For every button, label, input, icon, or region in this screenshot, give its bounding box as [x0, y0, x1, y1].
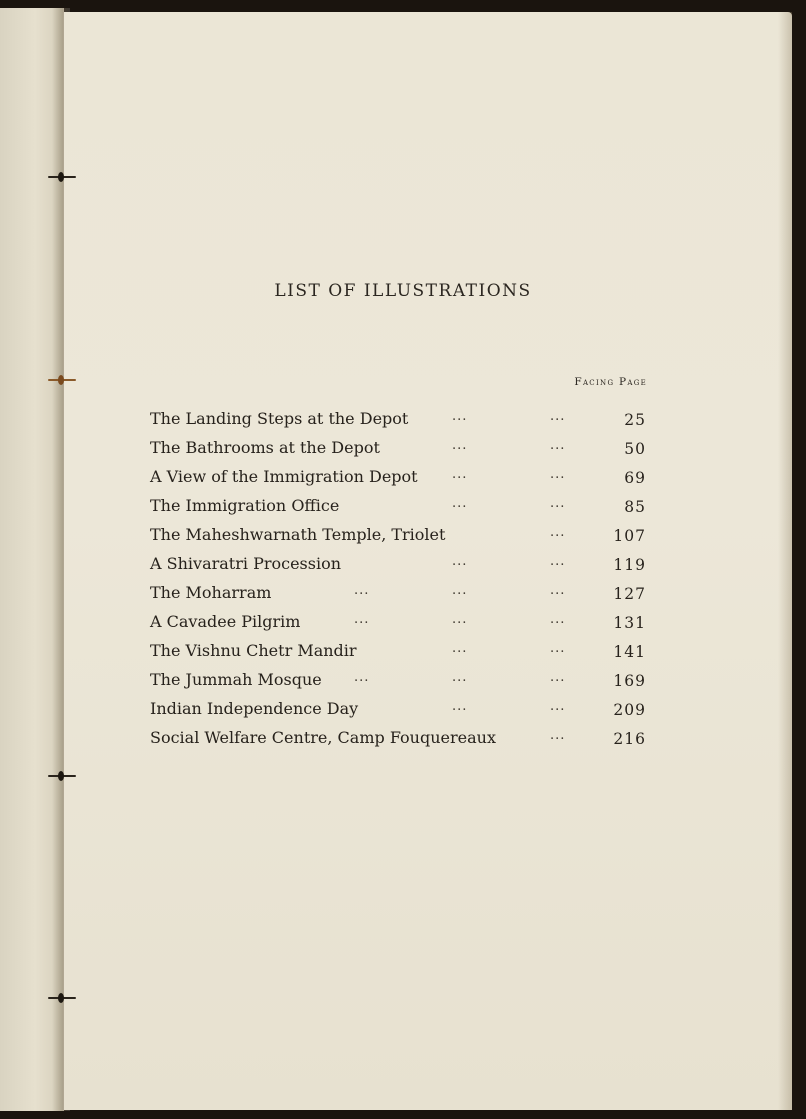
leader-dots: ...	[550, 699, 566, 714]
leader-dots: ...	[452, 583, 468, 598]
leader-dots: ...	[354, 612, 370, 627]
illustration-entry	[150, 612, 650, 641]
page-number: 119	[613, 556, 646, 574]
leader-dots: ...	[452, 612, 468, 627]
illustration-title: The Landing Steps at the Depot	[150, 409, 409, 428]
leader-dots: ...	[550, 525, 566, 540]
page-number: 107	[613, 527, 646, 545]
illustration-title: The Moharram	[150, 583, 272, 602]
page-number: 141	[613, 643, 646, 661]
leader-dots: ...	[452, 670, 468, 685]
illustration-entry	[150, 554, 650, 583]
illustration-title: The Immigration Office	[150, 496, 340, 515]
illustration-title: A View of the Immigration Depot	[150, 467, 418, 486]
facing-page-header: Facing Page	[574, 376, 647, 388]
leader-dots: ...	[550, 641, 566, 656]
illustration-title: Social Welfare Centre, Camp Fouquereaux	[150, 728, 496, 747]
illustration-title: A Cavadee Pilgrim	[150, 612, 301, 631]
page-number: 69	[624, 469, 646, 487]
leader-dots: ...	[354, 670, 370, 685]
illustration-title: The Vishnu Chetr Mandir	[150, 641, 357, 660]
binding-stitch	[44, 174, 80, 180]
illustration-entry	[150, 409, 650, 438]
leader-dots: ...	[550, 496, 566, 511]
leader-dots: ...	[550, 612, 566, 627]
leader-dots: ...	[452, 438, 468, 453]
leader-dots: ...	[550, 467, 566, 482]
leader-dots: ...	[452, 409, 468, 424]
page-edge-shadow	[778, 12, 792, 1110]
illustration-entry	[150, 728, 650, 757]
illustration-entry	[150, 641, 650, 670]
leader-dots: ...	[550, 583, 566, 598]
leader-dots: ...	[452, 554, 468, 569]
page-number: 169	[613, 672, 646, 690]
illustration-entry	[150, 583, 650, 612]
illustration-title: The Bathrooms at the Depot	[150, 438, 380, 457]
illustration-title: The Jummah Mosque	[150, 670, 322, 689]
binding-stitch	[44, 377, 80, 383]
leader-dots: ...	[550, 728, 566, 743]
page-number: 131	[613, 614, 646, 632]
page-number: 25	[624, 411, 646, 429]
illustration-title: The Maheshwarnath Temple, Triolet	[150, 525, 446, 544]
leader-dots: ...	[452, 641, 468, 656]
illustration-entry	[150, 438, 650, 467]
illustration-entry	[150, 467, 650, 496]
leader-dots: ...	[550, 554, 566, 569]
illustration-entry	[150, 699, 650, 728]
page-number: 50	[624, 440, 646, 458]
binding-stitch	[44, 773, 80, 779]
page-title: LIST OF ILLUSTRATIONS	[274, 281, 532, 301]
leader-dots: ...	[452, 699, 468, 714]
illustration-list	[150, 409, 650, 757]
illustration-entry	[150, 525, 650, 554]
page-number: 209	[613, 701, 646, 719]
leader-dots: ...	[550, 409, 566, 424]
illustration-title: Indian Independence Day	[150, 699, 359, 718]
page-number: 216	[613, 730, 646, 748]
illustration-title: A Shivaratri Procession	[150, 554, 342, 573]
illustration-entry	[150, 496, 650, 525]
page-number: 85	[624, 498, 646, 516]
leader-dots: ...	[550, 670, 566, 685]
leader-dots: ...	[452, 496, 468, 511]
page-number: 127	[613, 585, 646, 603]
illustration-entry	[150, 670, 650, 699]
leader-dots: ...	[452, 467, 468, 482]
leader-dots: ...	[354, 583, 370, 598]
binding-stitch	[44, 995, 80, 1001]
leader-dots: ...	[550, 438, 566, 453]
